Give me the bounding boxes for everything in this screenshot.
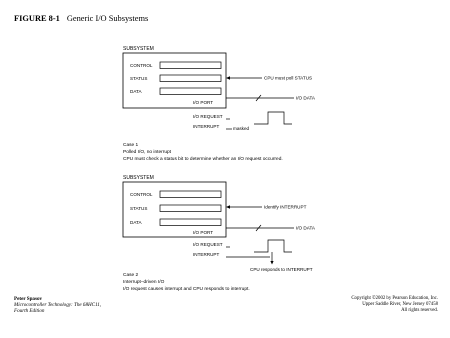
case1-port-label: I/O PORT xyxy=(193,100,214,105)
footer-edition: Fourth Edition xyxy=(14,308,45,315)
case1-caption-line3: CPU must check a status bit to determine whether an I/O request occurred. xyxy=(123,157,283,162)
figure-caption-title: Generic I/O Subsystems xyxy=(66,14,149,23)
case1-register-data-label: DATA xyxy=(130,89,142,94)
case1-request-label: I/O REQUEST xyxy=(193,114,223,119)
case2-request-pulse xyxy=(254,240,292,252)
case2-register-status-label: STATUS xyxy=(130,206,148,211)
case2-request-label: I/O REQUEST xyxy=(193,242,223,247)
footer-copyright-line3: All rights reserved. xyxy=(401,307,438,313)
case2-subsystem-label: SUBSYSTEM xyxy=(123,175,154,181)
footer-copyright-line2: Upper Saddle River, New Jersey 07458 xyxy=(362,301,438,307)
footer-author: Peter Spasov xyxy=(14,296,43,302)
case2-register-control xyxy=(160,191,221,198)
case2-status-arrowhead xyxy=(226,205,230,208)
case2-interrupt-annotation: CPU responds to INTERRUPT xyxy=(250,267,313,272)
case1-register-status-label: STATUS xyxy=(130,76,148,81)
figure-number: FIGURE 8-1 xyxy=(14,14,60,23)
case2-caption-line2: Interrupt–driven I/O xyxy=(123,280,165,285)
case2-port-label: I/O PORT xyxy=(193,230,214,235)
case1-register-data xyxy=(160,88,221,95)
footer-copyright xyxy=(351,296,438,314)
case2-caption-line3: I/O request causes interrupt and CPU responds to interrupt. xyxy=(123,287,250,292)
case2-interrupt-label: INTERRUPT xyxy=(193,252,220,257)
footer-copyright-line1: Copyright ©2002 by Pearson Education, Inc. xyxy=(351,296,438,301)
case2-data-annotation: I/O DATA xyxy=(296,225,315,231)
footer-book-title: Microcontroller Technology: The 68HC11, xyxy=(14,302,102,309)
case2-register-data-label: DATA xyxy=(130,220,142,225)
case2-response-arrowhead xyxy=(270,261,273,265)
case1-request-pulse xyxy=(254,112,292,124)
case2-register-data xyxy=(160,219,221,226)
case1-diagram xyxy=(123,46,316,162)
case2-caption-line1: Case 2 xyxy=(123,273,139,278)
case2-diagram xyxy=(123,175,316,292)
case1-register-control-label: CONTROL xyxy=(130,63,153,68)
case1-caption-line2: Polled I/O, no interrupt xyxy=(123,150,171,155)
case1-status-annotation: CPU must poll STATUS xyxy=(264,75,313,81)
case2-register-control-label: CONTROL xyxy=(130,192,153,197)
case1-interrupt-label: INTERRUPT xyxy=(193,124,220,129)
case1-data-annotation: I/O DATA xyxy=(296,95,315,101)
case1-caption-line1: Case 1 xyxy=(123,143,139,148)
case1-register-status xyxy=(160,75,221,82)
footer-book-info xyxy=(14,296,101,315)
case1-masked-label: masked xyxy=(233,126,250,131)
case2-status-annotation: Identify INTERRUPT xyxy=(264,204,307,210)
case1-status-arrowhead xyxy=(226,76,230,79)
case2-register-status xyxy=(160,205,221,212)
case1-register-control xyxy=(160,62,221,69)
case1-subsystem-label: SUBSYSTEM xyxy=(123,46,154,52)
